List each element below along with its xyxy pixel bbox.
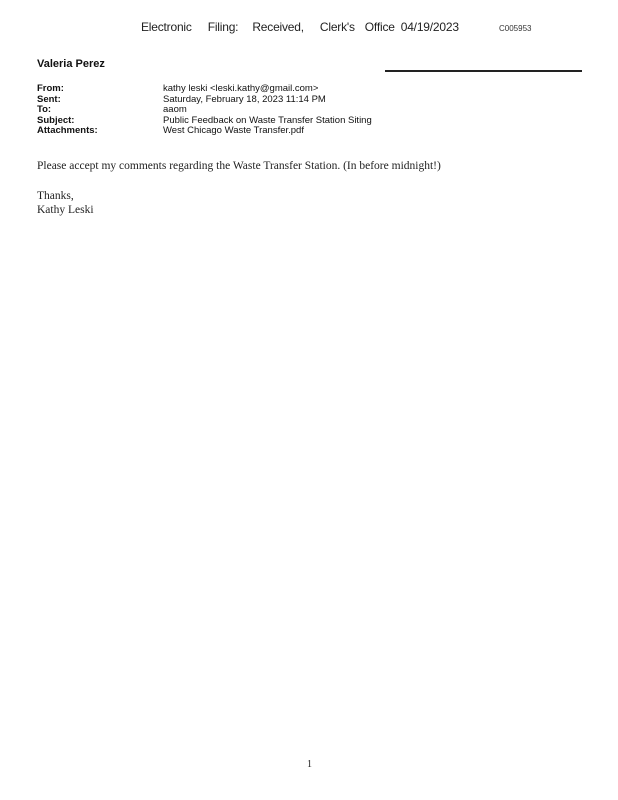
- header-label: Sent:: [37, 93, 61, 105]
- document-id: C005953: [499, 24, 532, 33]
- stamp-word-office: Office: [364, 20, 395, 34]
- filing-stamp: [141, 20, 459, 34]
- header-label: To:: [37, 104, 52, 116]
- header-value: Public Feedback on Waste Transfer Station Siting: [163, 114, 372, 126]
- closing-line: Thanks,: [37, 190, 74, 202]
- stamp-word-received: Received,: [252, 20, 304, 34]
- header-label: From:: [37, 83, 64, 94]
- email-body: [37, 160, 441, 217]
- stamp-word-filing: Filing:: [207, 20, 239, 34]
- header-row-from: [37, 84, 372, 95]
- header-value: kathy leski <leski.kathy@gmail.com>: [163, 83, 319, 94]
- header-row-attachments: [37, 126, 372, 137]
- attachment-name: West Chicago Waste Transfer.pdf: [163, 125, 304, 137]
- header-value: Saturday, February 18, 2023 11:14 PM: [163, 93, 326, 105]
- page-number: 1: [307, 759, 312, 770]
- header-row-sent: [37, 95, 372, 106]
- stamp-word-electronic: Electronic: [141, 20, 192, 34]
- header-label: Attachments:: [37, 125, 98, 137]
- stamp-word-clerks: Clerk's: [319, 20, 355, 34]
- header-divider: [385, 70, 582, 72]
- header-value: aaom: [163, 104, 187, 116]
- signature: Kathy Leski: [37, 204, 94, 216]
- mailbox-owner-name: Valeria Perez: [37, 58, 105, 70]
- header-label: Subject:: [37, 114, 75, 126]
- email-header-block: [37, 84, 372, 137]
- body-paragraph: Please accept my comments regarding the Waste Transfer Station. (In before midnight!): [37, 160, 441, 172]
- stamp-date: 04/19/2023: [400, 20, 459, 34]
